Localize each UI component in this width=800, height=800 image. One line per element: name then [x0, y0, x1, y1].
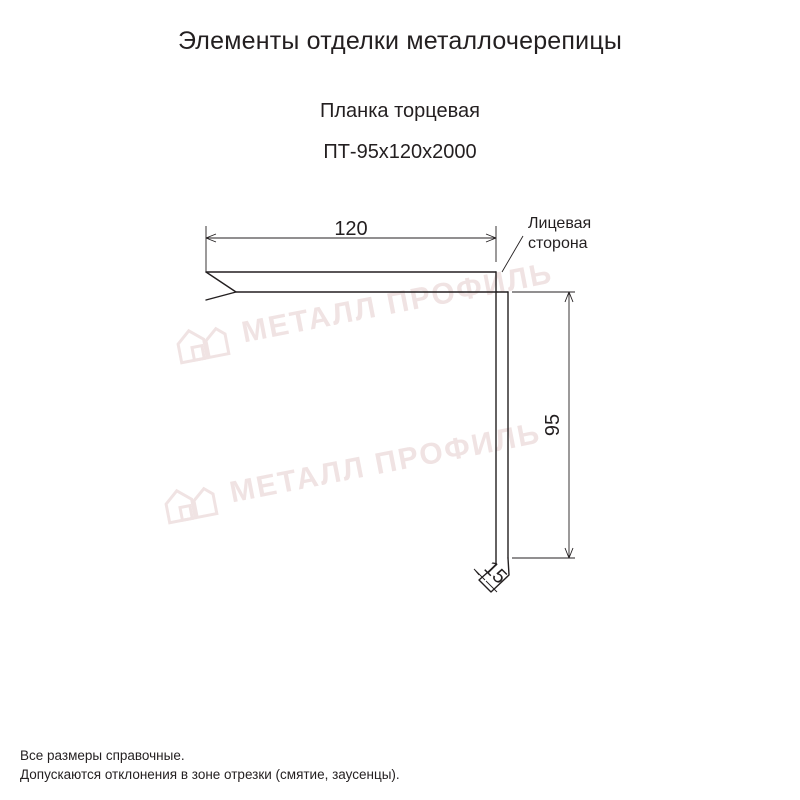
face-side-annotation-line1: Лицевая [528, 215, 592, 232]
dimension-flange-label: 15 [479, 557, 511, 589]
watermark-text: МЕТАЛЛ ПРОФИЛЬ [227, 416, 544, 510]
dimension-width-label: 120 [334, 218, 368, 240]
product-name: Планка торцевая [320, 100, 480, 122]
dimension-height-label: 95 [542, 413, 564, 437]
leader-line-face-side [502, 236, 523, 272]
face-side-annotation-line2: сторона [528, 235, 588, 252]
watermark-text: МЕТАЛЛ ПРОФИЛЬ [239, 256, 556, 350]
footnotes [20, 746, 400, 784]
page-title: Элементы отделки металлочерепицы [177, 27, 623, 55]
footnote-line-1: Все размеры справочные. [20, 748, 185, 763]
product-code: ПТ-95х120х2000 [323, 141, 477, 163]
footnote-line-2: Допускаются отклонения в зоне отрезки (смятие, заусенцы). [20, 767, 400, 782]
profile-hem [206, 272, 236, 300]
